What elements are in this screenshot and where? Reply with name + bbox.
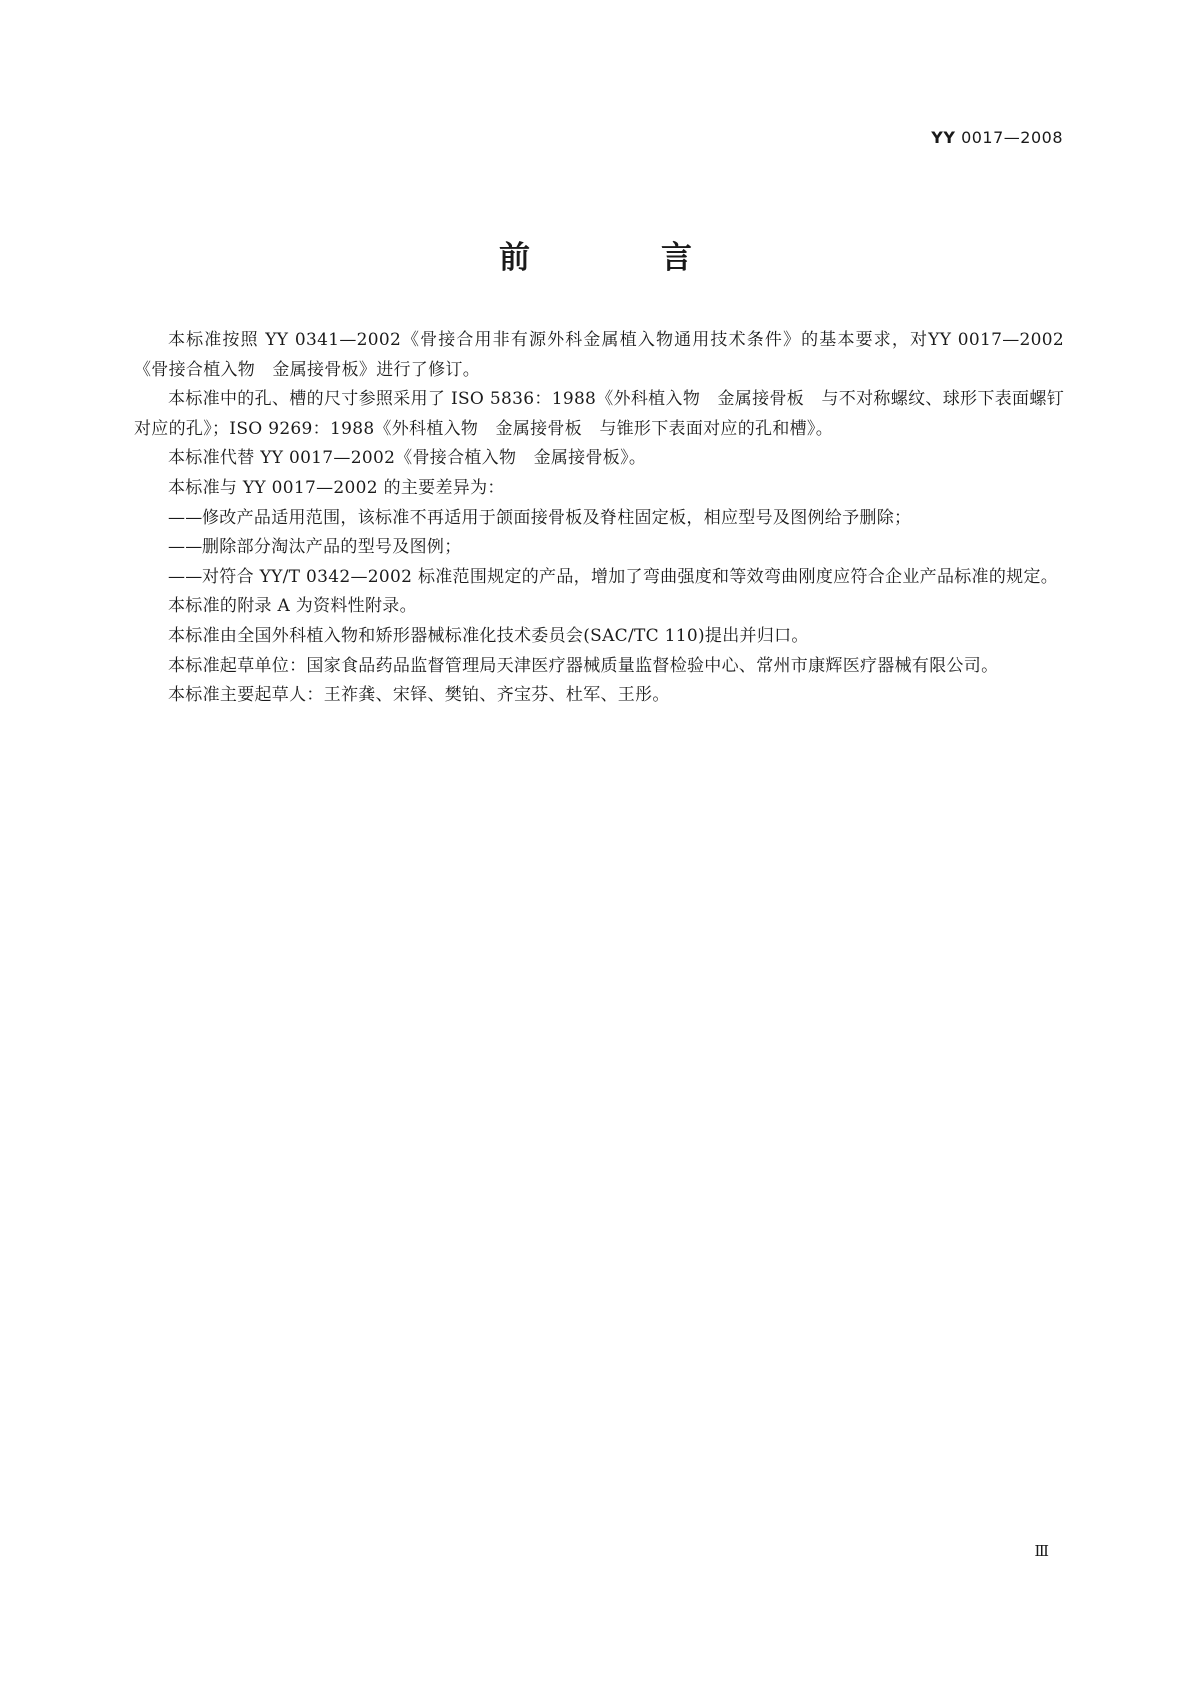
list-item [134, 504, 1064, 534]
paragraph: 本标准中的孔、槽的尺寸参照采用了 ISO 5836：1988《外科植入物 金属接骨板 与不对称螺纹、球形下表面螺钉对应的孔》；ISO 9269：1988《外科植入物 金属接骨板 与锥形下表面对应的孔和槽》。 [134, 389, 1064, 439]
list-item [134, 563, 1064, 593]
paragraph: 本标准的附录 A 为资料性附录。 [168, 596, 417, 617]
paragraph: 本标准按照 YY 0341—2002《骨接合用非有源外科金属植入物通用技术条件》的基本要求，对YY 0017—2002《骨接合植入物 金属接骨板》进行了修订。 [134, 330, 1064, 380]
paragraph: 本标准与 YY 0017—2002 的主要差异为： [168, 477, 505, 498]
foreword-body [134, 326, 1064, 711]
list-dash: —— [168, 566, 203, 587]
list-item-text: 删除部分淘汰产品的型号及图例； [202, 537, 462, 558]
document-code [931, 128, 1063, 147]
list-dash: —— [168, 507, 203, 528]
paragraph: 本标准代替 YY 0017—2002《骨接合植入物 金属接骨板》。 [168, 448, 647, 469]
page-title: 前 言 [499, 240, 742, 276]
paragraph: 本标准起草单位：国家食品药品监督管理局天津医疗器械质量监督检验中心、常州市康辉医疗器械有限公司。 [168, 655, 999, 676]
document-code-number: 0017—2008 [961, 128, 1063, 147]
document-code-prefix: YY [931, 128, 956, 147]
paragraph: 本标准由全国外科植入物和矫形器械标准化技术委员会(SAC/TC 110)提出并归口。 [168, 625, 809, 646]
list-item-text: 修改产品适用范围，该标准不再适用于颌面接骨板及脊柱固定板，相应型号及图例给予删除； [202, 507, 912, 528]
paragraph: 本标准主要起草人：王祚龚、宋铎、樊铂、齐宝芬、杜军、王彤。 [168, 685, 670, 706]
list-item-text: 对符合 YY/T 0342—2002 标准范围规定的产品，增加了弯曲强度和等效弯曲刚度应符合企业产品标准的规定。 [202, 566, 1059, 587]
list-item [134, 533, 1064, 563]
page-number: Ⅲ [1034, 1542, 1049, 1560]
list-dash: —— [168, 537, 203, 558]
